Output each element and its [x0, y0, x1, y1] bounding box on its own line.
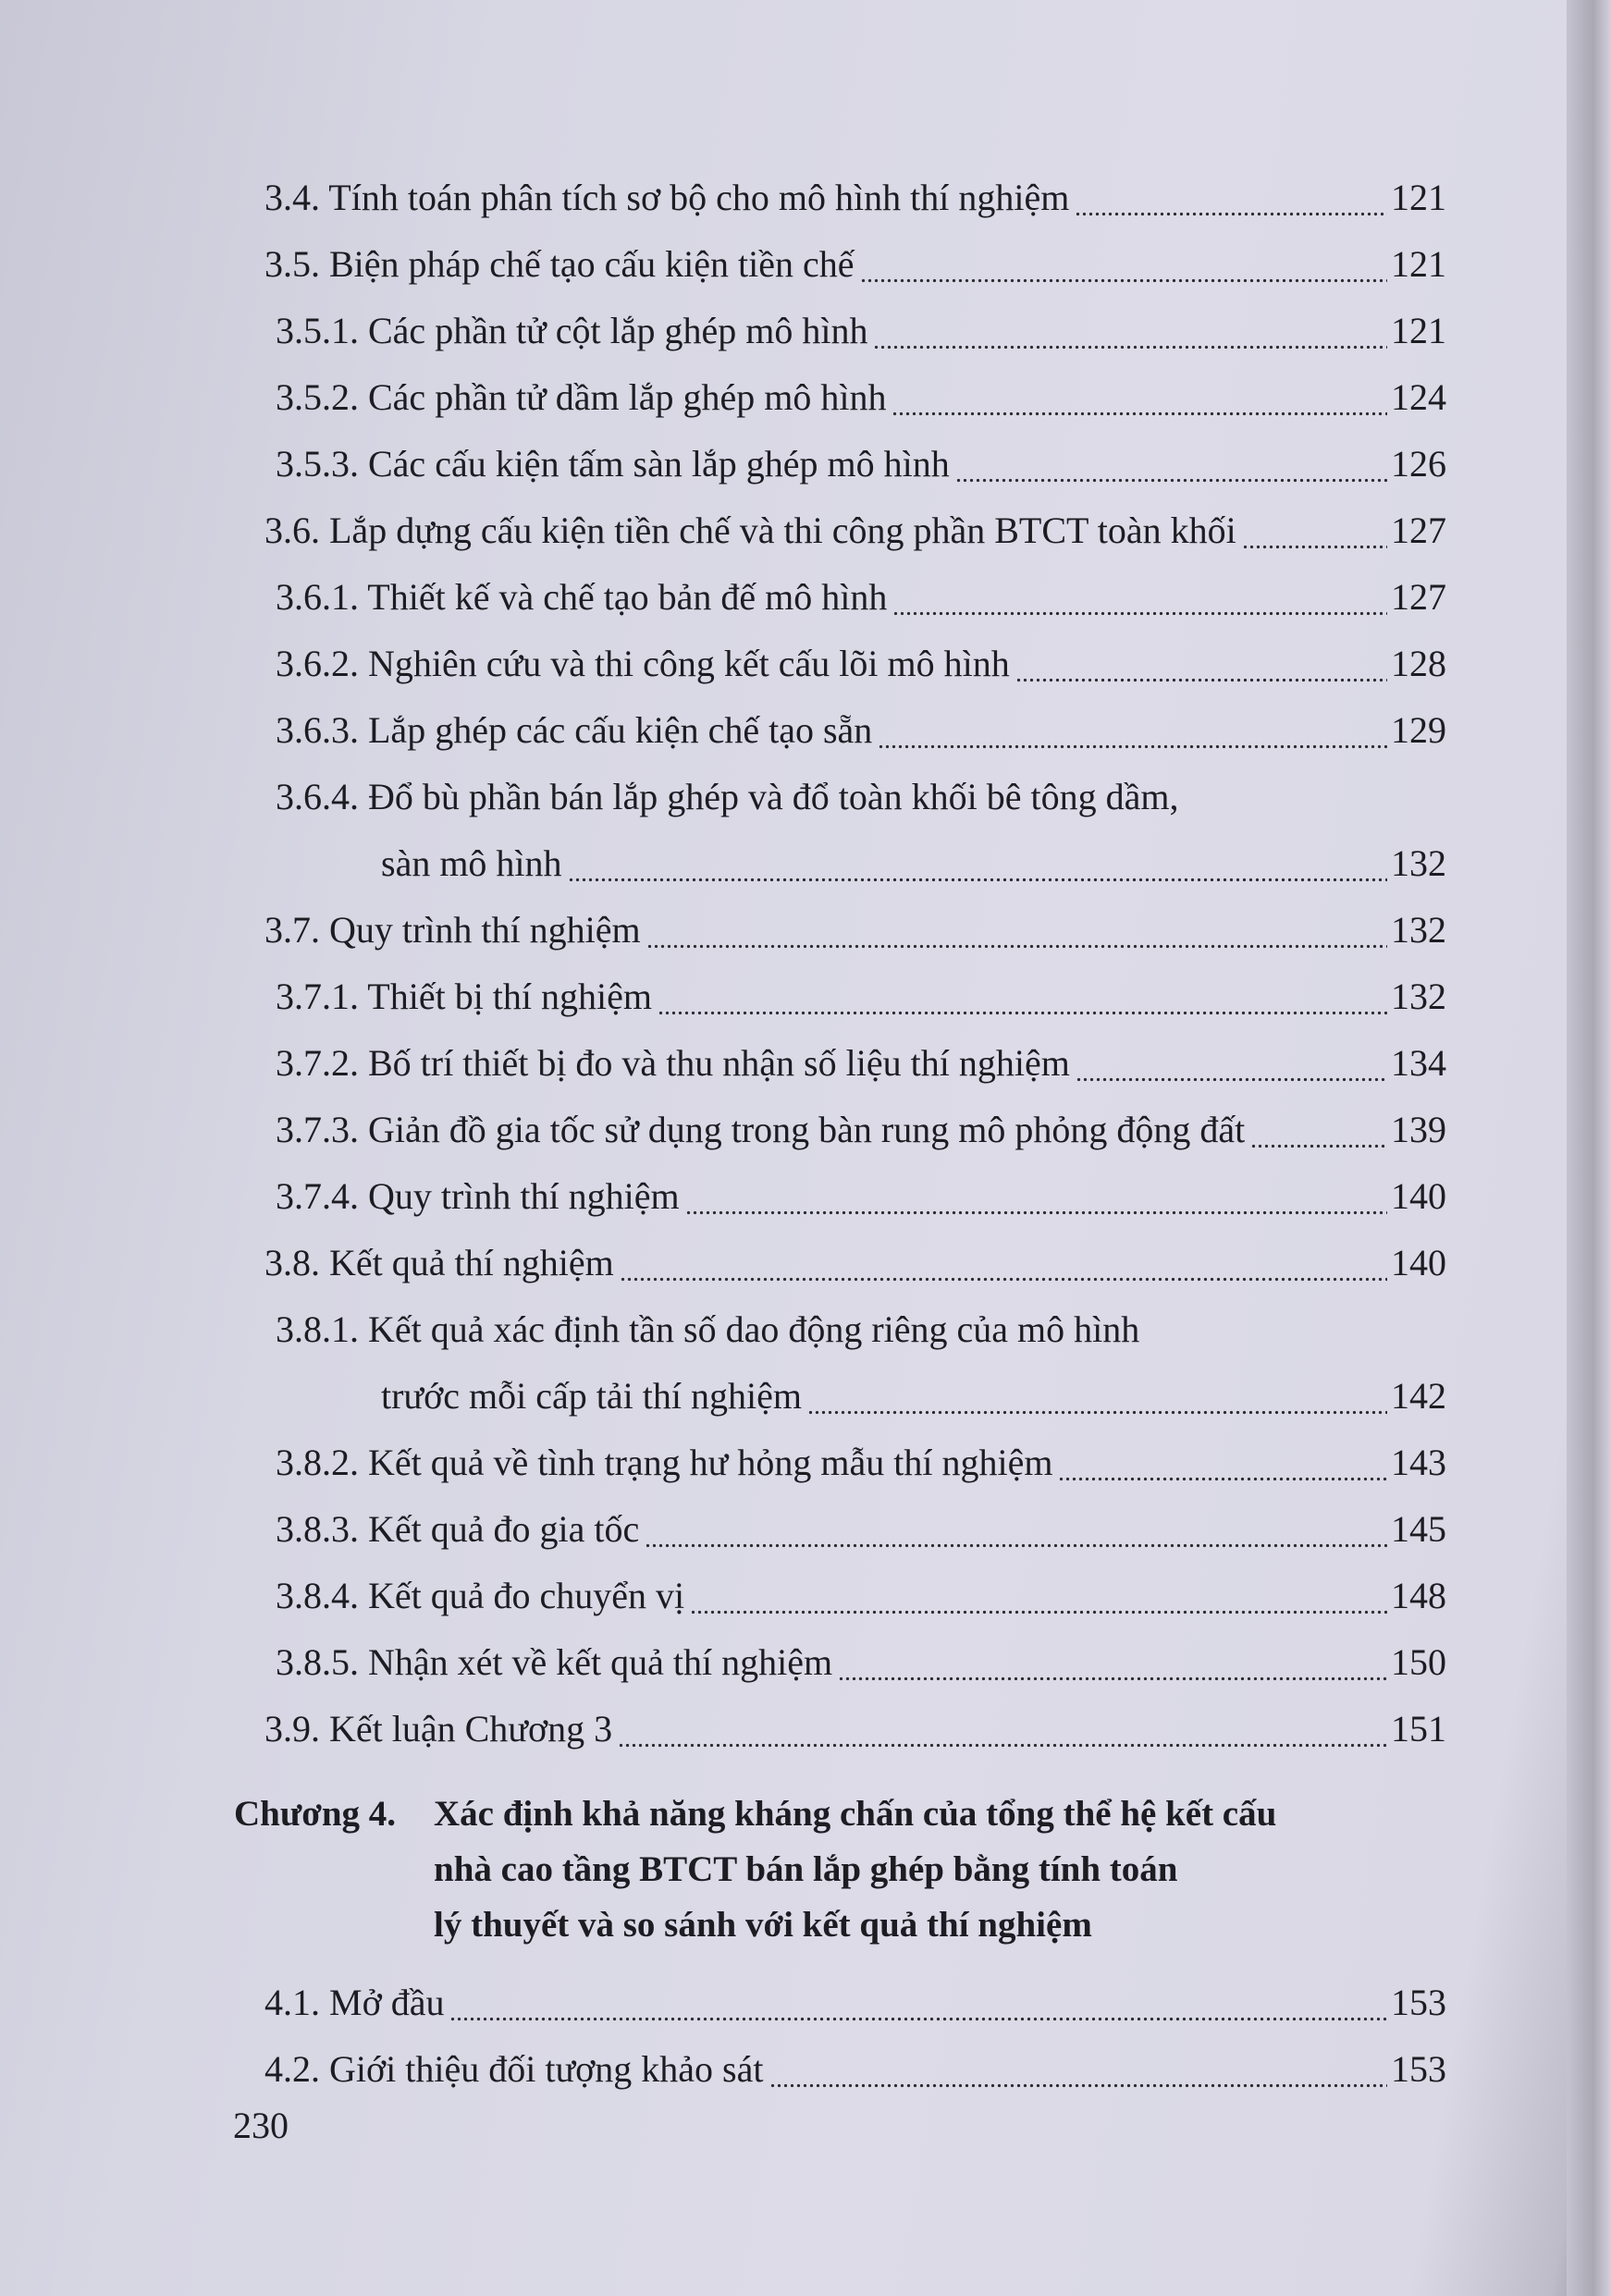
toc-entry-number: 4.2.	[264, 2048, 320, 2090]
toc-entry[interactable]	[0, 897, 1611, 964]
toc-entry[interactable]	[0, 497, 1611, 564]
toc-entry[interactable]	[0, 964, 1611, 1030]
toc-entry-page: 140	[1391, 1242, 1446, 1283]
dot-leader	[955, 431, 1387, 497]
toc-entry-text: Quy trình thí nghiệm	[329, 909, 641, 951]
dot-leader	[892, 364, 1387, 431]
toc-entry-number: 3.6.	[264, 510, 320, 551]
toc-entry-text: Các cấu kiện tấm sàn lắp ghép mô hình	[368, 443, 950, 485]
toc-entry-number: 3.7.1.	[276, 976, 359, 1017]
toc-entry-page: 128	[1391, 643, 1446, 684]
toc-entry-number: 3.5.	[264, 243, 320, 285]
toc-entry-text: Tính toán phân tích sơ bộ cho mô hình thí nghiệm	[328, 177, 1070, 218]
toc-entry-text: Kết luận Chương 3	[329, 1708, 613, 1750]
toc-entry-title	[276, 697, 872, 764]
toc-entry-title	[276, 564, 887, 631]
dot-leader	[1015, 631, 1387, 697]
toc-entry-number: 3.9.	[264, 1708, 320, 1750]
chapter-title-line: Xác định khả năng kháng chấn của tổng thể hệ kết cấu	[434, 1794, 1277, 1834]
toc-entry-number: 3.6.4.	[276, 776, 359, 817]
dot-leader	[1075, 165, 1387, 231]
toc-entry-text: Kết quả đo chuyển vị	[368, 1575, 685, 1616]
toc-entry-title	[276, 1629, 832, 1696]
toc-entry[interactable]	[0, 1496, 1611, 1563]
toc-entry-text: Các phần tử cột lắp ghép mô hình	[368, 310, 868, 351]
toc-entry-page: 142	[1391, 1375, 1446, 1417]
toc-entry-page: 139	[1391, 1109, 1446, 1150]
toc-entry[interactable]	[0, 1296, 1611, 1363]
toc-entry-text: Mở đầu	[329, 1982, 445, 2023]
toc-entry-number: 3.8.1.	[276, 1308, 359, 1350]
toc-entry-title	[264, 1696, 612, 1762]
dot-leader	[878, 697, 1387, 764]
toc-entry-title	[264, 497, 1236, 564]
toc-entry-page: 121	[1391, 243, 1446, 285]
toc-entry-page: 126	[1391, 443, 1446, 485]
toc-entry[interactable]	[0, 2036, 1611, 2103]
toc-entry-page: 145	[1391, 1508, 1446, 1550]
toc-entry-text: Các phần tử dầm lắp ghép mô hình	[368, 376, 887, 418]
dot-leader	[1076, 1030, 1387, 1097]
toc-entry-text-cont: trước mỗi cấp tải thí nghiệm	[381, 1375, 802, 1417]
toc-entry[interactable]	[0, 564, 1611, 631]
dot-leader	[873, 298, 1387, 364]
dot-leader	[690, 1563, 1387, 1629]
toc-entry-number: 3.5.3.	[276, 443, 359, 485]
toc-entry[interactable]	[0, 1163, 1611, 1230]
toc-entry-title	[264, 2036, 764, 2103]
dot-leader	[645, 1496, 1387, 1563]
dot-leader	[568, 830, 1387, 897]
toc-entry-page: 153	[1391, 1982, 1446, 2023]
toc-entry-page: 132	[1391, 909, 1446, 951]
toc-entry-number: 3.8.3.	[276, 1508, 359, 1550]
toc-entry-title	[276, 1430, 1052, 1496]
toc-entry-text: Kết quả đo gia tốc	[368, 1508, 640, 1550]
toc-entry-title	[264, 1230, 614, 1296]
toc-entry-page: 148	[1391, 1575, 1446, 1616]
toc-entry-text: Nhận xét về kết quả thí nghiệm	[368, 1641, 833, 1683]
toc-entry-title	[276, 1296, 1139, 1363]
toc-entry-text: Lắp dựng cấu kiện tiền chế và thi công phần BTCT toàn khối	[329, 510, 1236, 551]
toc-entry-number: 3.6.1.	[276, 576, 359, 618]
toc-entry-title	[276, 764, 1178, 830]
toc-entry-number: 3.5.1.	[276, 310, 359, 351]
toc-entry-title	[276, 631, 1010, 697]
dot-leader	[1058, 1430, 1387, 1496]
table-of-contents	[0, 165, 1611, 2103]
toc-entry[interactable]	[0, 231, 1611, 298]
dot-leader	[860, 231, 1387, 298]
toc-entry-title	[276, 1163, 680, 1230]
toc-entry-number: 3.7.3.	[276, 1109, 359, 1150]
toc-entry[interactable]	[0, 364, 1611, 431]
toc-entry-number: 3.7.4.	[276, 1175, 359, 1217]
toc-entry[interactable]	[0, 1563, 1611, 1629]
toc-entry-title	[264, 1970, 444, 2036]
toc-entry[interactable]	[0, 631, 1611, 697]
toc-entry-title	[276, 1097, 1245, 1163]
toc-entry-continuation[interactable]	[0, 830, 1611, 897]
dot-leader	[1242, 497, 1387, 564]
toc-entry[interactable]	[0, 764, 1611, 830]
dot-leader	[658, 964, 1387, 1030]
toc-entry-title	[276, 1563, 684, 1629]
dot-leader	[892, 564, 1387, 631]
chapter-title-line: lý thuyết và so sánh với kết quả thí nghiệm	[434, 1905, 1092, 1945]
toc-entry-number: 3.4.	[264, 177, 320, 218]
dot-leader	[449, 1970, 1387, 2036]
toc-entry-page: 124	[1391, 376, 1446, 418]
toc-entry[interactable]	[0, 1970, 1611, 2036]
toc-entry-text: Lắp ghép các cấu kiện chế tạo sẵn	[368, 709, 873, 751]
dot-leader	[685, 1163, 1387, 1230]
dot-leader	[620, 1230, 1387, 1296]
toc-entry[interactable]	[0, 1430, 1611, 1496]
toc-entry-number: 3.7.2.	[276, 1042, 359, 1084]
toc-entry-page: 143	[1391, 1442, 1446, 1483]
toc-entry-page: 121	[1391, 310, 1446, 351]
chapter-label: Chương 4.	[234, 1794, 397, 1834]
toc-entry-page: 121	[1391, 177, 1446, 218]
toc-entry-number: 3.7.	[264, 909, 320, 951]
toc-section-4	[0, 1970, 1611, 2103]
toc-entry-page: 151	[1391, 1708, 1446, 1750]
dot-leader	[646, 897, 1387, 964]
toc-entry-page: 140	[1391, 1175, 1446, 1217]
toc-entry[interactable]	[0, 1230, 1611, 1296]
toc-entry-text: Quy trình thí nghiệm	[368, 1175, 680, 1217]
toc-entry[interactable]	[0, 165, 1611, 231]
toc-entry-text: Nghiên cứu và thi công kết cấu lõi mô hình	[368, 643, 1010, 684]
toc-entry-text: Kết quả về tình trạng hư hỏng mẫu thí nghiệm	[368, 1442, 1053, 1483]
toc-entry[interactable]	[0, 298, 1611, 364]
chapter-title-line: nhà cao tầng BTCT bán lắp ghép bằng tính toán	[434, 1849, 1178, 1889]
toc-entry-page: 129	[1391, 709, 1446, 751]
toc-entry-title	[264, 231, 855, 298]
toc-entry-number: 4.1.	[264, 1982, 320, 2023]
toc-entry-page: 150	[1391, 1641, 1446, 1683]
toc-section-3	[0, 165, 1611, 1762]
toc-entry-title	[276, 1496, 639, 1563]
toc-entry-number: 3.8.4.	[276, 1575, 359, 1616]
toc-entry-title	[264, 897, 641, 964]
toc-entry-text: Giản đồ gia tốc sử dụng trong bàn rung mô phỏng động đất	[368, 1109, 1246, 1150]
toc-entry[interactable]	[0, 697, 1611, 764]
toc-entry-title	[264, 165, 1069, 231]
toc-entry-title	[276, 364, 886, 431]
toc-entry-number: 3.6.3.	[276, 709, 359, 751]
toc-entry-title	[276, 964, 652, 1030]
toc-entry-text-cont: sàn mô hình	[381, 842, 562, 884]
toc-entry-text: Giới thiệu đối tượng khảo sát	[329, 2048, 764, 2090]
toc-entry-page: 132	[1391, 842, 1446, 884]
toc-entry-page: 127	[1391, 510, 1446, 551]
toc-entry[interactable]	[0, 1629, 1611, 1696]
dot-leader	[807, 1363, 1387, 1430]
toc-entry-number: 3.8.5.	[276, 1641, 359, 1683]
dot-leader	[1250, 1097, 1387, 1163]
toc-entry-text: Kết quả thí nghiệm	[329, 1242, 614, 1283]
toc-entry-page: 134	[1391, 1042, 1446, 1084]
dot-leader	[838, 1629, 1387, 1696]
toc-entry-text: Kết quả xác định tần số dao động riêng của mô hình	[368, 1308, 1140, 1350]
page-number: 230	[233, 2105, 289, 2146]
toc-entry-title	[276, 298, 867, 364]
toc-entry[interactable]	[0, 1097, 1611, 1163]
dot-leader	[769, 2036, 1388, 2103]
toc-entry[interactable]	[0, 1696, 1611, 1762]
toc-entry[interactable]	[0, 1030, 1611, 1097]
toc-entry-title	[276, 431, 950, 497]
toc-entry-page: 153	[1391, 2048, 1446, 2090]
toc-entry-title	[276, 1030, 1070, 1097]
toc-entry-text: Thiết kế và chế tạo bản đế mô hình	[367, 576, 888, 618]
toc-entry-text: Đổ bù phần bán lắp ghép và đổ toàn khối bê tông dầm,	[368, 776, 1179, 817]
toc-entry-text: Biện pháp chế tạo cấu kiện tiền chế	[329, 243, 855, 285]
toc-entry-text: Thiết bị thí nghiệm	[367, 976, 653, 1017]
toc-entry-number: 3.8.	[264, 1242, 320, 1283]
toc-entry-number: 3.6.2.	[276, 643, 359, 684]
toc-entry-number: 3.8.2.	[276, 1442, 359, 1483]
toc-entry-text: Bố trí thiết bị đo và thu nhận số liệu thí nghiệm	[368, 1042, 1070, 1084]
dot-leader	[618, 1696, 1387, 1762]
toc-entry-page: 132	[1391, 976, 1446, 1017]
toc-entry-page: 127	[1391, 576, 1446, 618]
toc-entry-number: 3.5.2.	[276, 376, 359, 418]
chapter-heading[interactable]	[0, 1786, 1611, 1953]
toc-entry-continuation[interactable]	[0, 1363, 1611, 1430]
toc-entry[interactable]	[0, 431, 1611, 497]
